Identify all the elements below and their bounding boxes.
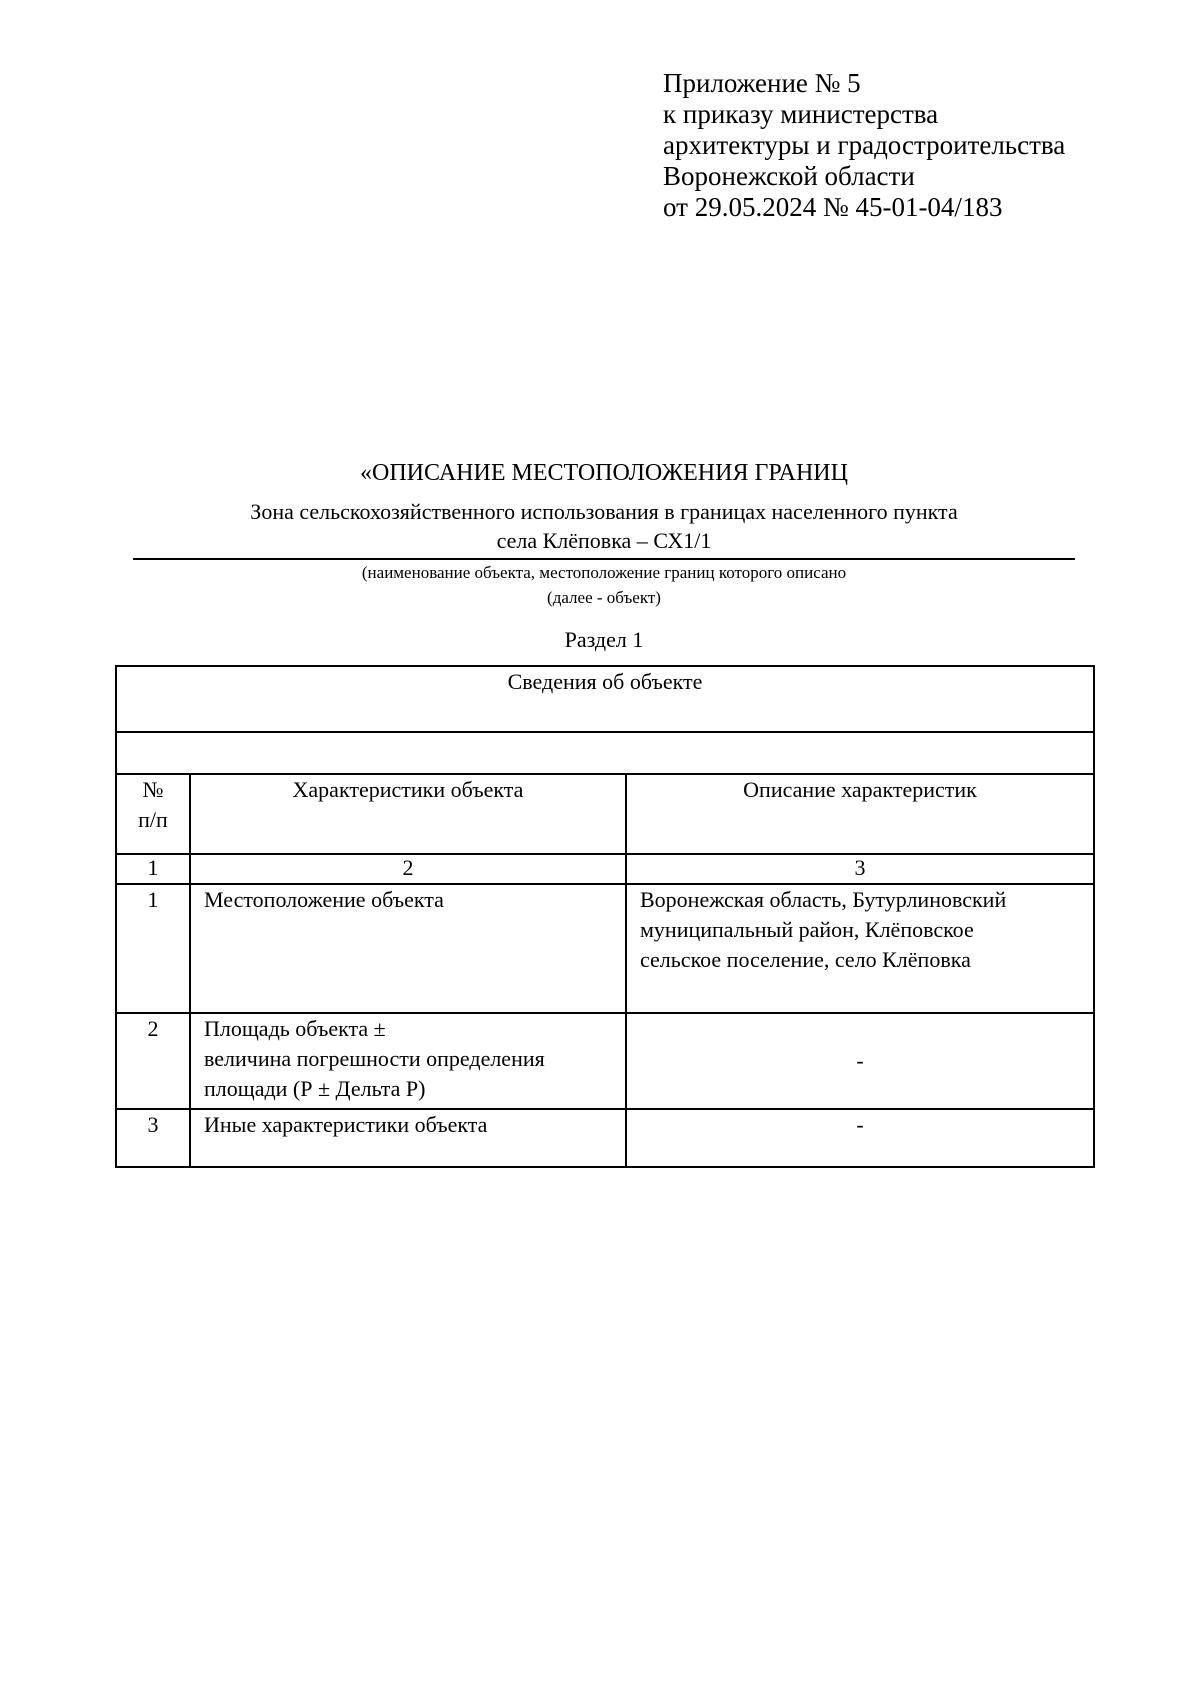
object-name-caption: (наименование объекта, местоположение границ которого описано xyxy=(361,563,847,582)
appendix-line: от 29.05.2024 № 45-01-04/183 xyxy=(663,192,1003,222)
row-num: 3 xyxy=(116,1109,190,1167)
object-name-line: Зона сельскохозяйственного использования в границах населенного пункта xyxy=(250,499,958,524)
header-description: Описание характеристик xyxy=(626,774,1094,854)
row-description: - xyxy=(626,1109,1094,1167)
appendix-line: к приказу министерства xyxy=(663,99,939,129)
row-description: - xyxy=(626,1013,1094,1109)
table-empty-row xyxy=(116,732,1094,774)
column-index: 1 xyxy=(116,854,190,884)
appendix-reference xyxy=(663,68,1065,223)
table-caption-row xyxy=(116,666,1094,732)
table-row xyxy=(116,884,1094,1013)
column-index: 3 xyxy=(626,854,1094,884)
table-row xyxy=(116,1013,1094,1109)
header-num: № п/п xyxy=(116,774,190,854)
table-caption: Сведения об объекте xyxy=(116,666,1094,732)
appendix-line: архитектуры и градостроительства xyxy=(663,130,1066,160)
table-row xyxy=(116,1109,1094,1167)
underline-rule xyxy=(133,558,1075,560)
section-heading: Раздел 1 xyxy=(564,627,644,652)
object-name-line: села Клёповка – СХ1/1 xyxy=(496,528,712,553)
row-num: 1 xyxy=(116,884,190,1013)
row-characteristic: Площадь объекта ± величина погрешности определения площади (Р ± Дельта Р) xyxy=(190,1013,626,1109)
table-header-row xyxy=(116,774,1094,854)
column-index-row xyxy=(116,854,1094,884)
document-title: «ОПИСАНИЕ МЕСТОПОЛОЖЕНИЯ ГРАНИЦ xyxy=(360,460,848,486)
object-info-table xyxy=(115,665,1095,1168)
column-index: 2 xyxy=(190,854,626,884)
row-characteristic: Местоположение объекта xyxy=(190,884,626,1013)
row-characteristic: Иные характеристики объекта xyxy=(190,1109,626,1167)
row-num: 2 xyxy=(116,1013,190,1109)
header-characteristics: Характеристики объекта xyxy=(190,774,626,854)
appendix-line: Приложение № 5 xyxy=(663,68,861,98)
object-name-caption: (далее - объект) xyxy=(547,588,661,607)
row-description: Воронежская область, Бутурлиновский муниципальный район, Клёповское сельское поселение, село Клёповка xyxy=(626,884,1094,1013)
empty-cell xyxy=(116,732,1094,774)
appendix-line: Воронежской области xyxy=(663,161,915,191)
